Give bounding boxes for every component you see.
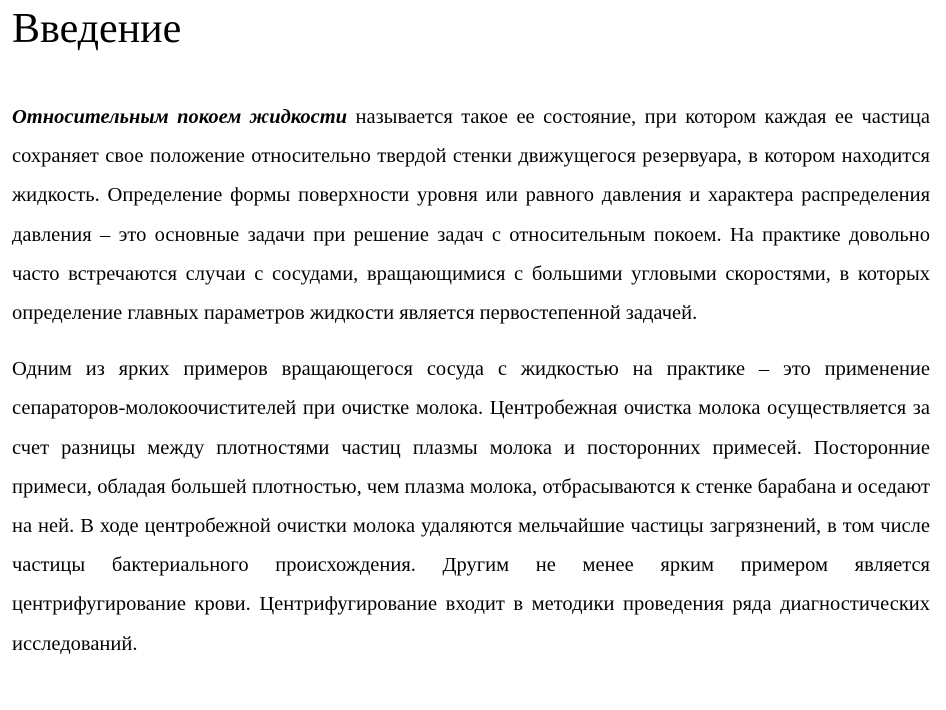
paragraph-definition bbox=[12, 98, 930, 333]
paragraph-definition-text: называется такое ее состояние, при котором каждая ее частица сохраняет свое положение относительно твердой стенки движущегося резервуара, в котором находится жидкость. Определение формы поверхности уровня или равного давления и характера распределения давления – это основные задачи при решение задач с относительным покоем. На практике довольно часто встречаются случаи с сосудами, вращающимися с большими угловыми скоростями, в которых определение главных параметров жидкости является первостепенной задачей. bbox=[12, 106, 930, 325]
page-title: Введение bbox=[12, 6, 182, 52]
defined-term: Относительным покоем жидкости bbox=[12, 106, 348, 128]
paragraph-examples: Одним из ярких примеров вращающегося сосуда с жидкостью на практике – это применение сепараторов-молокоочистителей при очистке молока. Центробежная очистка молока осуществляется за счет разницы между плотностями частиц плазмы молока и посторонних примесей. Посторонние примеси, обладая большей плотностью, чем плазма молока, отбрасываются к стенке барабана и оседают на ней. В ходе центробежной очистки молока удаляются мельчайшие частицы загрязнений, в том числе частицы бактериального происхождения. Другим не менее ярким примером является центрифугирование крови. Центрифугирование входит в методики проведения ряда диагностических исследований. bbox=[12, 358, 930, 655]
document-page bbox=[12, 0, 930, 664]
